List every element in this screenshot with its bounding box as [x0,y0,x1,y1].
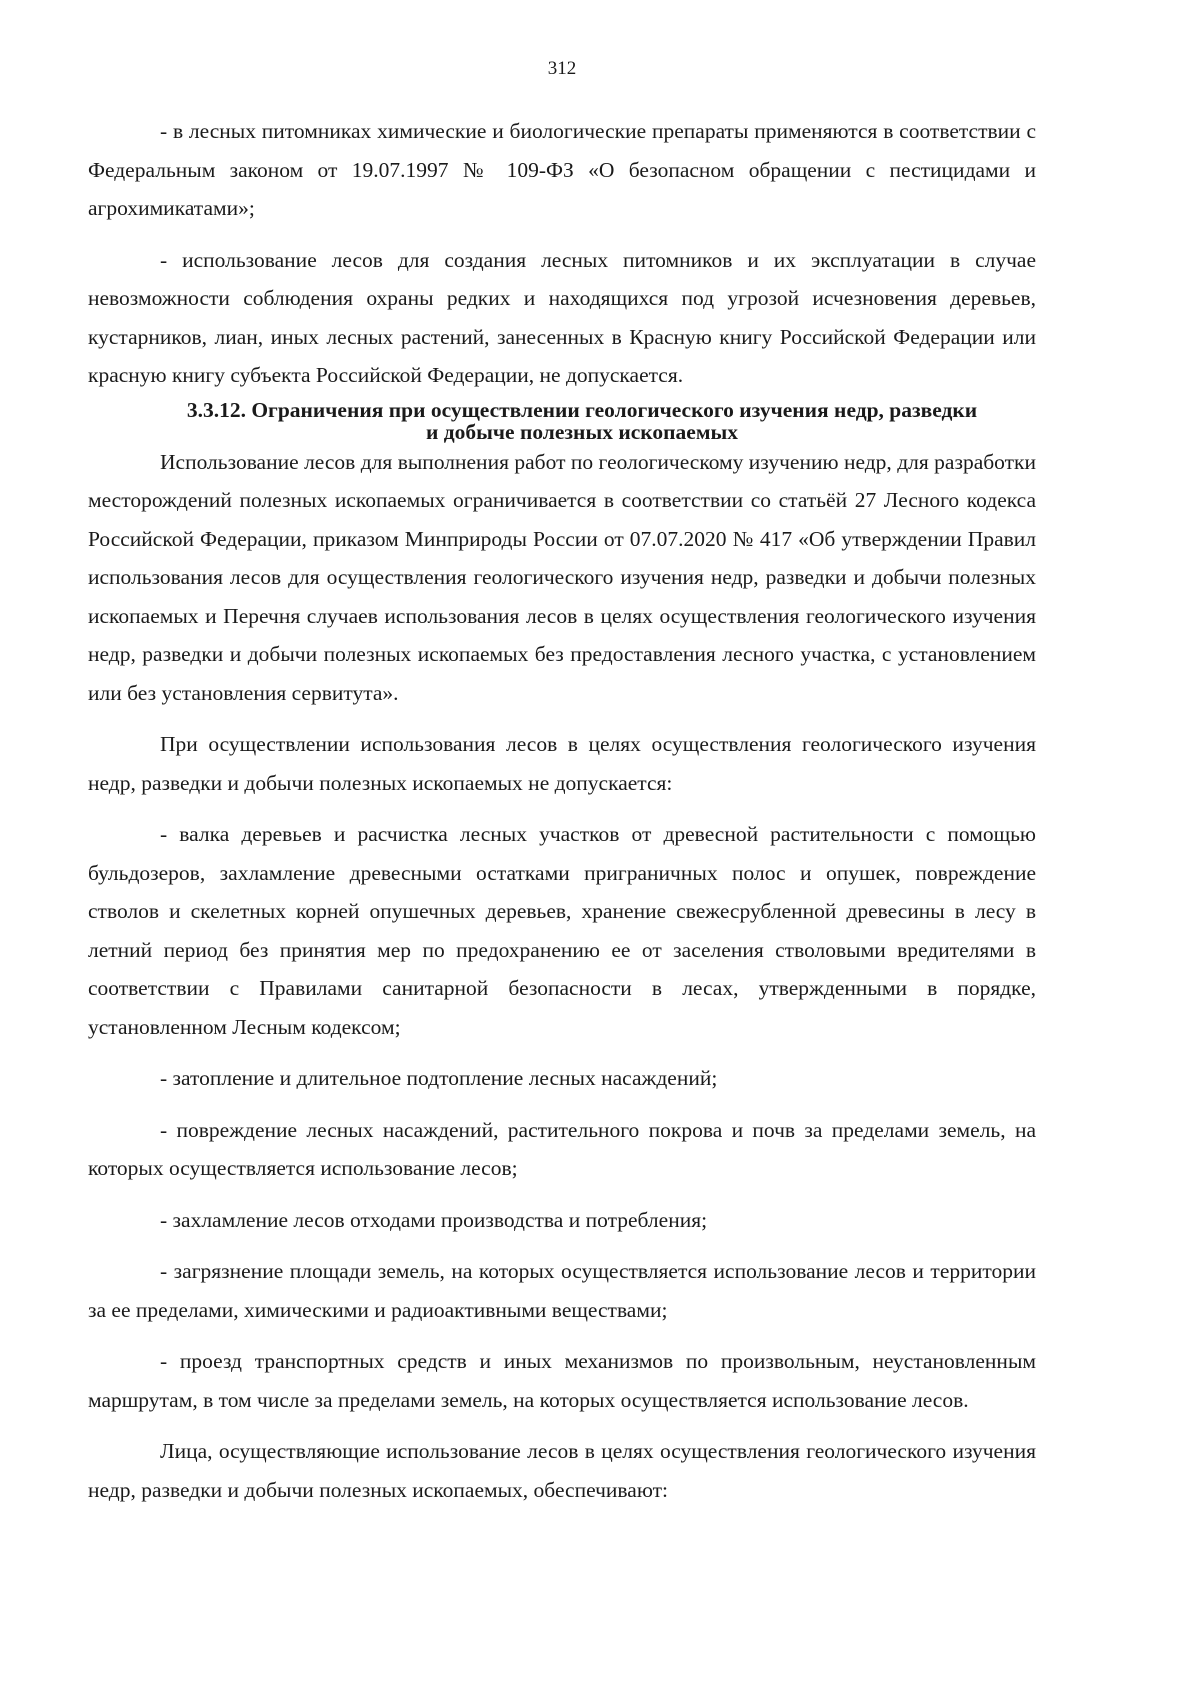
paragraph-obligations-intro: Лица, осуществляющие использование лесов в целях осуществления геологического изучения недр, разведки и добычи полезных ископаемых, обеспечивают: [88,1439,1036,1502]
paragraph-geology-usage: Использование лесов для выполнения работ по геологическому изучению недр, для разработки месторождений полезных ископаемых ограничивается в соответствии со статьёй 27 Лесного кодекса Российской Федерации, приказом Минприроды России от 07.07.2020 № 417 «Об утверждении Правил использования лесов для осуществления геологического изучения недр, разведки и добычи полезных ископаемых и Перечня случаев использования лесов в целях осуществления геологического изучения недр, разведки и добычи полезных ископаемых без предоставления лесного участка, с установлением или без установления сервитута». [88,449,1036,705]
paragraph-nursery-chemicals: - в лесных питомниках химические и биологические препараты применяются в соответствии с Федеральным законом от 19.07.1997 № 109-ФЗ «О безопасном обращении с пестицидами и агрохимикатами»; [88,119,1036,220]
section-heading-line-1: 3.3.12. Ограничения при осуществлении геологического изучения недр, разведки [186,397,978,422]
section-heading [88,399,1036,443]
list-item-vehicles: - проезд транспортных средств и иных механизмов по произвольным, неустановленным маршрутам, в том числе за пределами земель, на которых осуществляется использование лесов. [88,1349,1036,1412]
list-item-pollution: - загрязнение площади земель, на которых осуществляется использование лесов и территории за ее пределами, химическими и радиоактивными веществами; [88,1259,1036,1322]
list-item-flooding: - затопление и длительное подтопление лесных насаждений; [160,1066,718,1090]
paragraph-nursery-restriction: - использование лесов для создания лесных питомников и их эксплуатации в случае невозможности соблюдения охраны редких и находящихся под угрозой исчезновения деревьев, кустарников, лиан, иных лесных растений, занесенных в Красную книгу Российской Федерации или красную книгу субъекта Российской Федерации, не допускается. [88,247,1036,387]
section-heading-line-2: и добыче полезных ископаемых [425,419,738,444]
list-item-damage: - повреждение лесных насаждений, растительного покрова и почв за пределами земель, на которых осуществляется использование лесов; [88,1117,1036,1180]
page-number: 312 [547,58,577,79]
list-item-littering: - захламление лесов отходами производства и потребления; [160,1207,708,1232]
document-body [88,112,1036,1509]
paragraph-not-allowed-intro: При осуществлении использования лесов в целях осуществления геологического изучения недр, разведки и добычи полезных ископаемых не допускается: [88,732,1036,795]
list-item-felling: - валка деревьев и расчистка лесных участков от древесной растительности с помощью бульдозеров, захламление древесными остатками приграничных полос и опушек, повреждение стволов и скелетных корней опушечных деревьев, хранение свежесрубленной древесины в лесу в летний период без принятия мер по предохранению ее от заселения стволовыми вредителями в соответствии с Правилами санитарной безопасности в лесах, утвержденными в порядке, установленном Лесным кодексом; [88,822,1036,1039]
